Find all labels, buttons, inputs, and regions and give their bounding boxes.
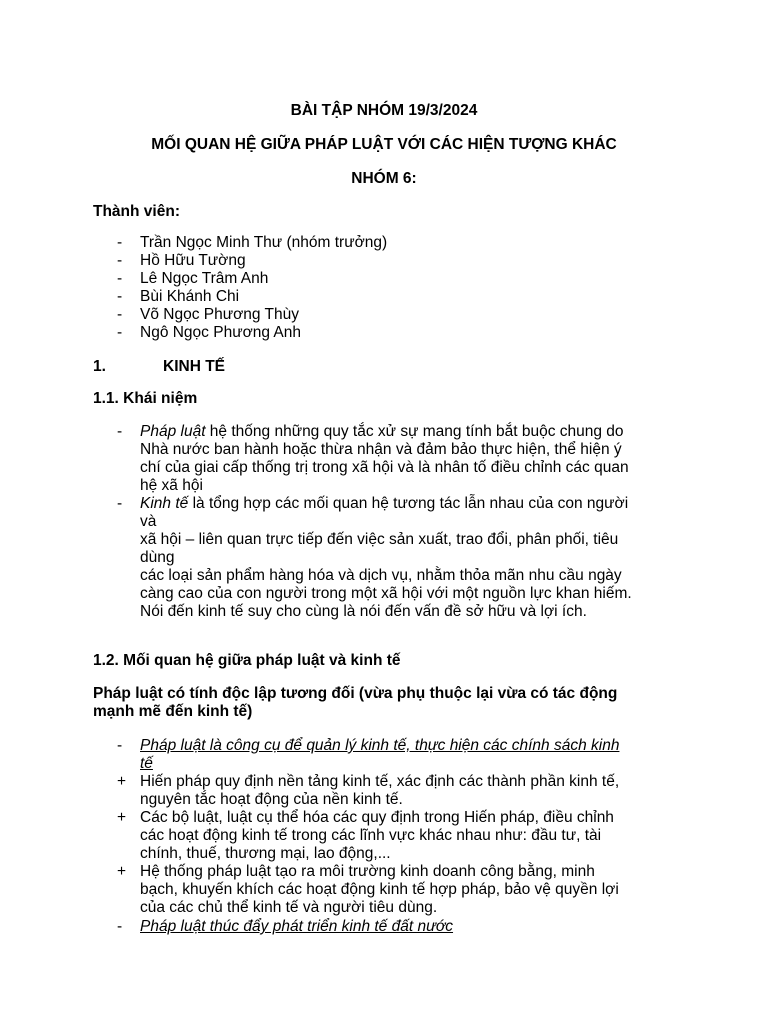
member-item: Lê Ngọc Trâm Anh — [140, 270, 269, 287]
list-dash: - — [117, 495, 123, 512]
sub-point-text: Các bộ luật, luật cụ thể hóa các quy định trong Hiến pháp, điều chỉnh — [140, 809, 614, 826]
subsection-heading: 1.2. Mối quan hệ giữa pháp luật và kinh tế — [93, 652, 401, 669]
list-dash: - — [117, 324, 123, 341]
definition-text: Nói đến kinh tế suy cho cùng là nói đến vấn đề sở hữu và lợi ích. — [140, 603, 587, 620]
point-law-manages-economy — [140, 737, 680, 773]
definition-text: càng cao của con người trong một xã hội với một nguồn lực khan hiếm. — [140, 585, 632, 602]
thesis-line: Pháp luật có tính độc lập tương đối (vừa phụ thuộc lại vừa có tác động — [93, 685, 618, 702]
document-title: BÀI TẬP NHÓM 19/3/2024 — [290, 102, 478, 119]
definition-text: và — [140, 513, 157, 530]
term-kinh-te: Kinh tế — [140, 495, 189, 512]
sub-point-text: bạch, khuyến khích các hoạt động kinh tế hợp pháp, bảo vệ quyền lợi — [140, 881, 619, 898]
sub-point — [140, 863, 680, 917]
definition-text: chí của giai cấp thống trị trong xã hội và là nhân tố điều chỉnh các quan — [140, 459, 629, 476]
definition-text: là tổng hợp các mối quan hệ tương tác lẫn nhau của con người — [188, 495, 629, 512]
definition-text: các loại sản phẩm hàng hóa và dịch vụ, nhằm thỏa mãn nhu cầu ngày — [140, 567, 622, 584]
member-item: Võ Ngọc Phương Thùy — [140, 306, 299, 323]
sub-point-text: Hệ thống pháp luật tạo ra môi trường kinh doanh công bằng, minh — [140, 863, 595, 880]
list-dash: - — [117, 234, 123, 251]
subsection-heading: 1.1. Khái niệm — [93, 390, 198, 407]
member-item: Hồ Hữu Tường — [140, 252, 246, 269]
definition-economy — [140, 495, 680, 621]
member-item: Trần Ngọc Minh Thư (nhóm trưởng) — [140, 234, 388, 251]
member-item: Bùi Khánh Chi — [140, 288, 240, 305]
list-dash: - — [117, 252, 123, 269]
list-dash: - — [117, 918, 123, 935]
list-dash: - — [117, 306, 123, 323]
term-phap-luat: Pháp luật — [140, 423, 206, 440]
group-name: NHÓM 6: — [351, 170, 417, 187]
member-item: Ngô Ngọc Phương Anh — [140, 324, 302, 341]
list-dash: - — [117, 288, 123, 305]
definition-text: dùng — [140, 549, 175, 566]
list-dash: - — [117, 270, 123, 287]
point-text: tế — [140, 755, 153, 772]
point-text: Pháp luật thúc đẩy phát triển kinh tế đất nước — [140, 918, 454, 935]
point-text: Pháp luật là công cụ để quản lý kinh tế, thực hiện các chính sách kinh — [140, 737, 620, 754]
sub-point-text: các hoạt động kinh tế trong các lĩnh vực khác nhau như: đầu tư, tài — [140, 827, 602, 844]
point-law-promotes-economy — [140, 918, 680, 936]
sub-point-text: chính, thuế, thương mại, lao động,... — [140, 845, 391, 862]
sub-point-text: Hiến pháp quy định nền tảng kinh tế, xác định các thành phần kinh tế, — [140, 773, 620, 790]
sub-point — [140, 773, 680, 809]
list-dash: - — [117, 737, 123, 754]
section-number: 1. — [93, 358, 106, 375]
sub-point-text: của các chủ thể kinh tế và người tiêu dùng. — [140, 899, 438, 916]
definition-text: hệ thống những quy tắc xử sự mang tính bắt buộc chung do — [205, 423, 624, 440]
sub-point-text: nguyên tắc hoạt động của nền kinh tế. — [140, 791, 403, 808]
members-label: Thành viên: — [93, 203, 180, 220]
definition-law — [140, 423, 680, 495]
section-heading: KINH TẾ — [163, 358, 225, 375]
sub-point — [140, 809, 680, 863]
thesis-line: mạnh mẽ đến kinh tế) — [93, 703, 253, 720]
definition-text: Nhà nước ban hành hoặc thừa nhận và đảm bảo thực hiện, thể hiện ý — [140, 441, 622, 458]
definition-text: hệ xã hội — [140, 477, 203, 494]
list-plus: + — [117, 809, 127, 826]
list-plus: + — [117, 863, 127, 880]
document-subtitle: MỐI QUAN HỆ GIỮA PHÁP LUẬT VỚI CÁC HIỆN TƯỢNG KHÁC — [151, 136, 617, 153]
list-dash: - — [117, 423, 123, 440]
list-plus: + — [117, 773, 127, 790]
definition-text: xã hội – liên quan trực tiếp đến việc sản xuất, trao đổi, phân phối, tiêu — [140, 531, 619, 548]
